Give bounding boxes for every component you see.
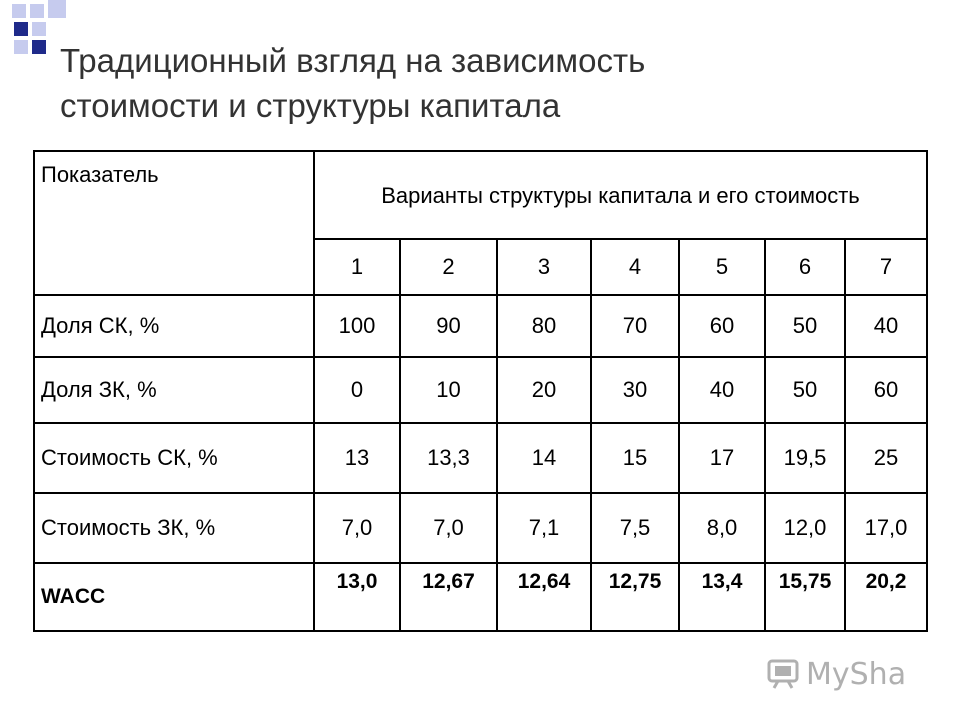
table-cell: 60: [845, 357, 927, 423]
table-cell: 13: [314, 423, 400, 493]
table-row: [34, 295, 927, 357]
table-cell: 13,3: [400, 423, 497, 493]
table-row: [34, 493, 927, 563]
deco-square: [48, 0, 66, 18]
table-cell: 19,5: [765, 423, 845, 493]
table-cell: 40: [679, 357, 765, 423]
row-label: Стоимость СК, %: [34, 423, 314, 493]
deco-square: [32, 40, 46, 54]
table-cell: 7,0: [314, 493, 400, 563]
variant-number: 4: [591, 239, 679, 295]
table-cell: 12,67: [400, 563, 497, 631]
table-cell: 50: [765, 295, 845, 357]
table-row: [34, 423, 927, 493]
variant-number: 1: [314, 239, 400, 295]
table-cell: 13,4: [679, 563, 765, 631]
table-cell: 7,0: [400, 493, 497, 563]
table-cell: 50: [765, 357, 845, 423]
table-cell: 14: [497, 423, 591, 493]
table-cell: 12,75: [591, 563, 679, 631]
deco-square: [12, 4, 26, 18]
deco-square: [14, 22, 28, 36]
table-cell: 30: [591, 357, 679, 423]
variant-number: 3: [497, 239, 591, 295]
row-label: Доля ЗК, %: [34, 357, 314, 423]
table-cell: 90: [400, 295, 497, 357]
table-cell: 0: [314, 357, 400, 423]
table-cell: 10: [400, 357, 497, 423]
table-cell: 80: [497, 295, 591, 357]
header-variants: Варианты структуры капитала и его стоимость: [314, 151, 927, 239]
table-cell: 40: [845, 295, 927, 357]
table-cell: 25: [845, 423, 927, 493]
row-label: WACC: [34, 563, 314, 631]
table-cell: 8,0: [679, 493, 765, 563]
capital-structure-table: [33, 150, 928, 632]
table-cell: 17: [679, 423, 765, 493]
slide-title: [60, 38, 920, 128]
table-cell: 15,75: [765, 563, 845, 631]
table-cell: 60: [679, 295, 765, 357]
table-cell: 100: [314, 295, 400, 357]
header-indicator: Показатель: [34, 151, 314, 295]
row-label: Доля СК, %: [34, 295, 314, 357]
deco-square: [14, 40, 28, 54]
table-row: [34, 357, 927, 423]
table-cell: 17,0: [845, 493, 927, 563]
table-cell: 15: [591, 423, 679, 493]
title-line: стоимости и структуры капитала: [60, 87, 561, 124]
table-cell: 13,0: [314, 563, 400, 631]
table-cell: 20: [497, 357, 591, 423]
table-cell: 70: [591, 295, 679, 357]
table-cell: 12,64: [497, 563, 591, 631]
row-label: Стоимость ЗК, %: [34, 493, 314, 563]
variant-number: 7: [845, 239, 927, 295]
variant-number: 5: [679, 239, 765, 295]
table-row: [34, 563, 927, 631]
deco-square: [30, 4, 44, 18]
deco-square: [32, 22, 46, 36]
title-line: Традиционный взгляд на зависимость: [60, 42, 646, 79]
table-cell: 7,5: [591, 493, 679, 563]
watermark: [766, 654, 906, 694]
table-cell: 20,2: [845, 563, 927, 631]
table-cell: 12,0: [765, 493, 845, 563]
table-cell: 7,1: [497, 493, 591, 563]
variant-number: 6: [765, 239, 845, 295]
mysha-logo-icon: [766, 655, 802, 694]
watermark-text: MySha: [806, 656, 907, 692]
variant-number: 2: [400, 239, 497, 295]
